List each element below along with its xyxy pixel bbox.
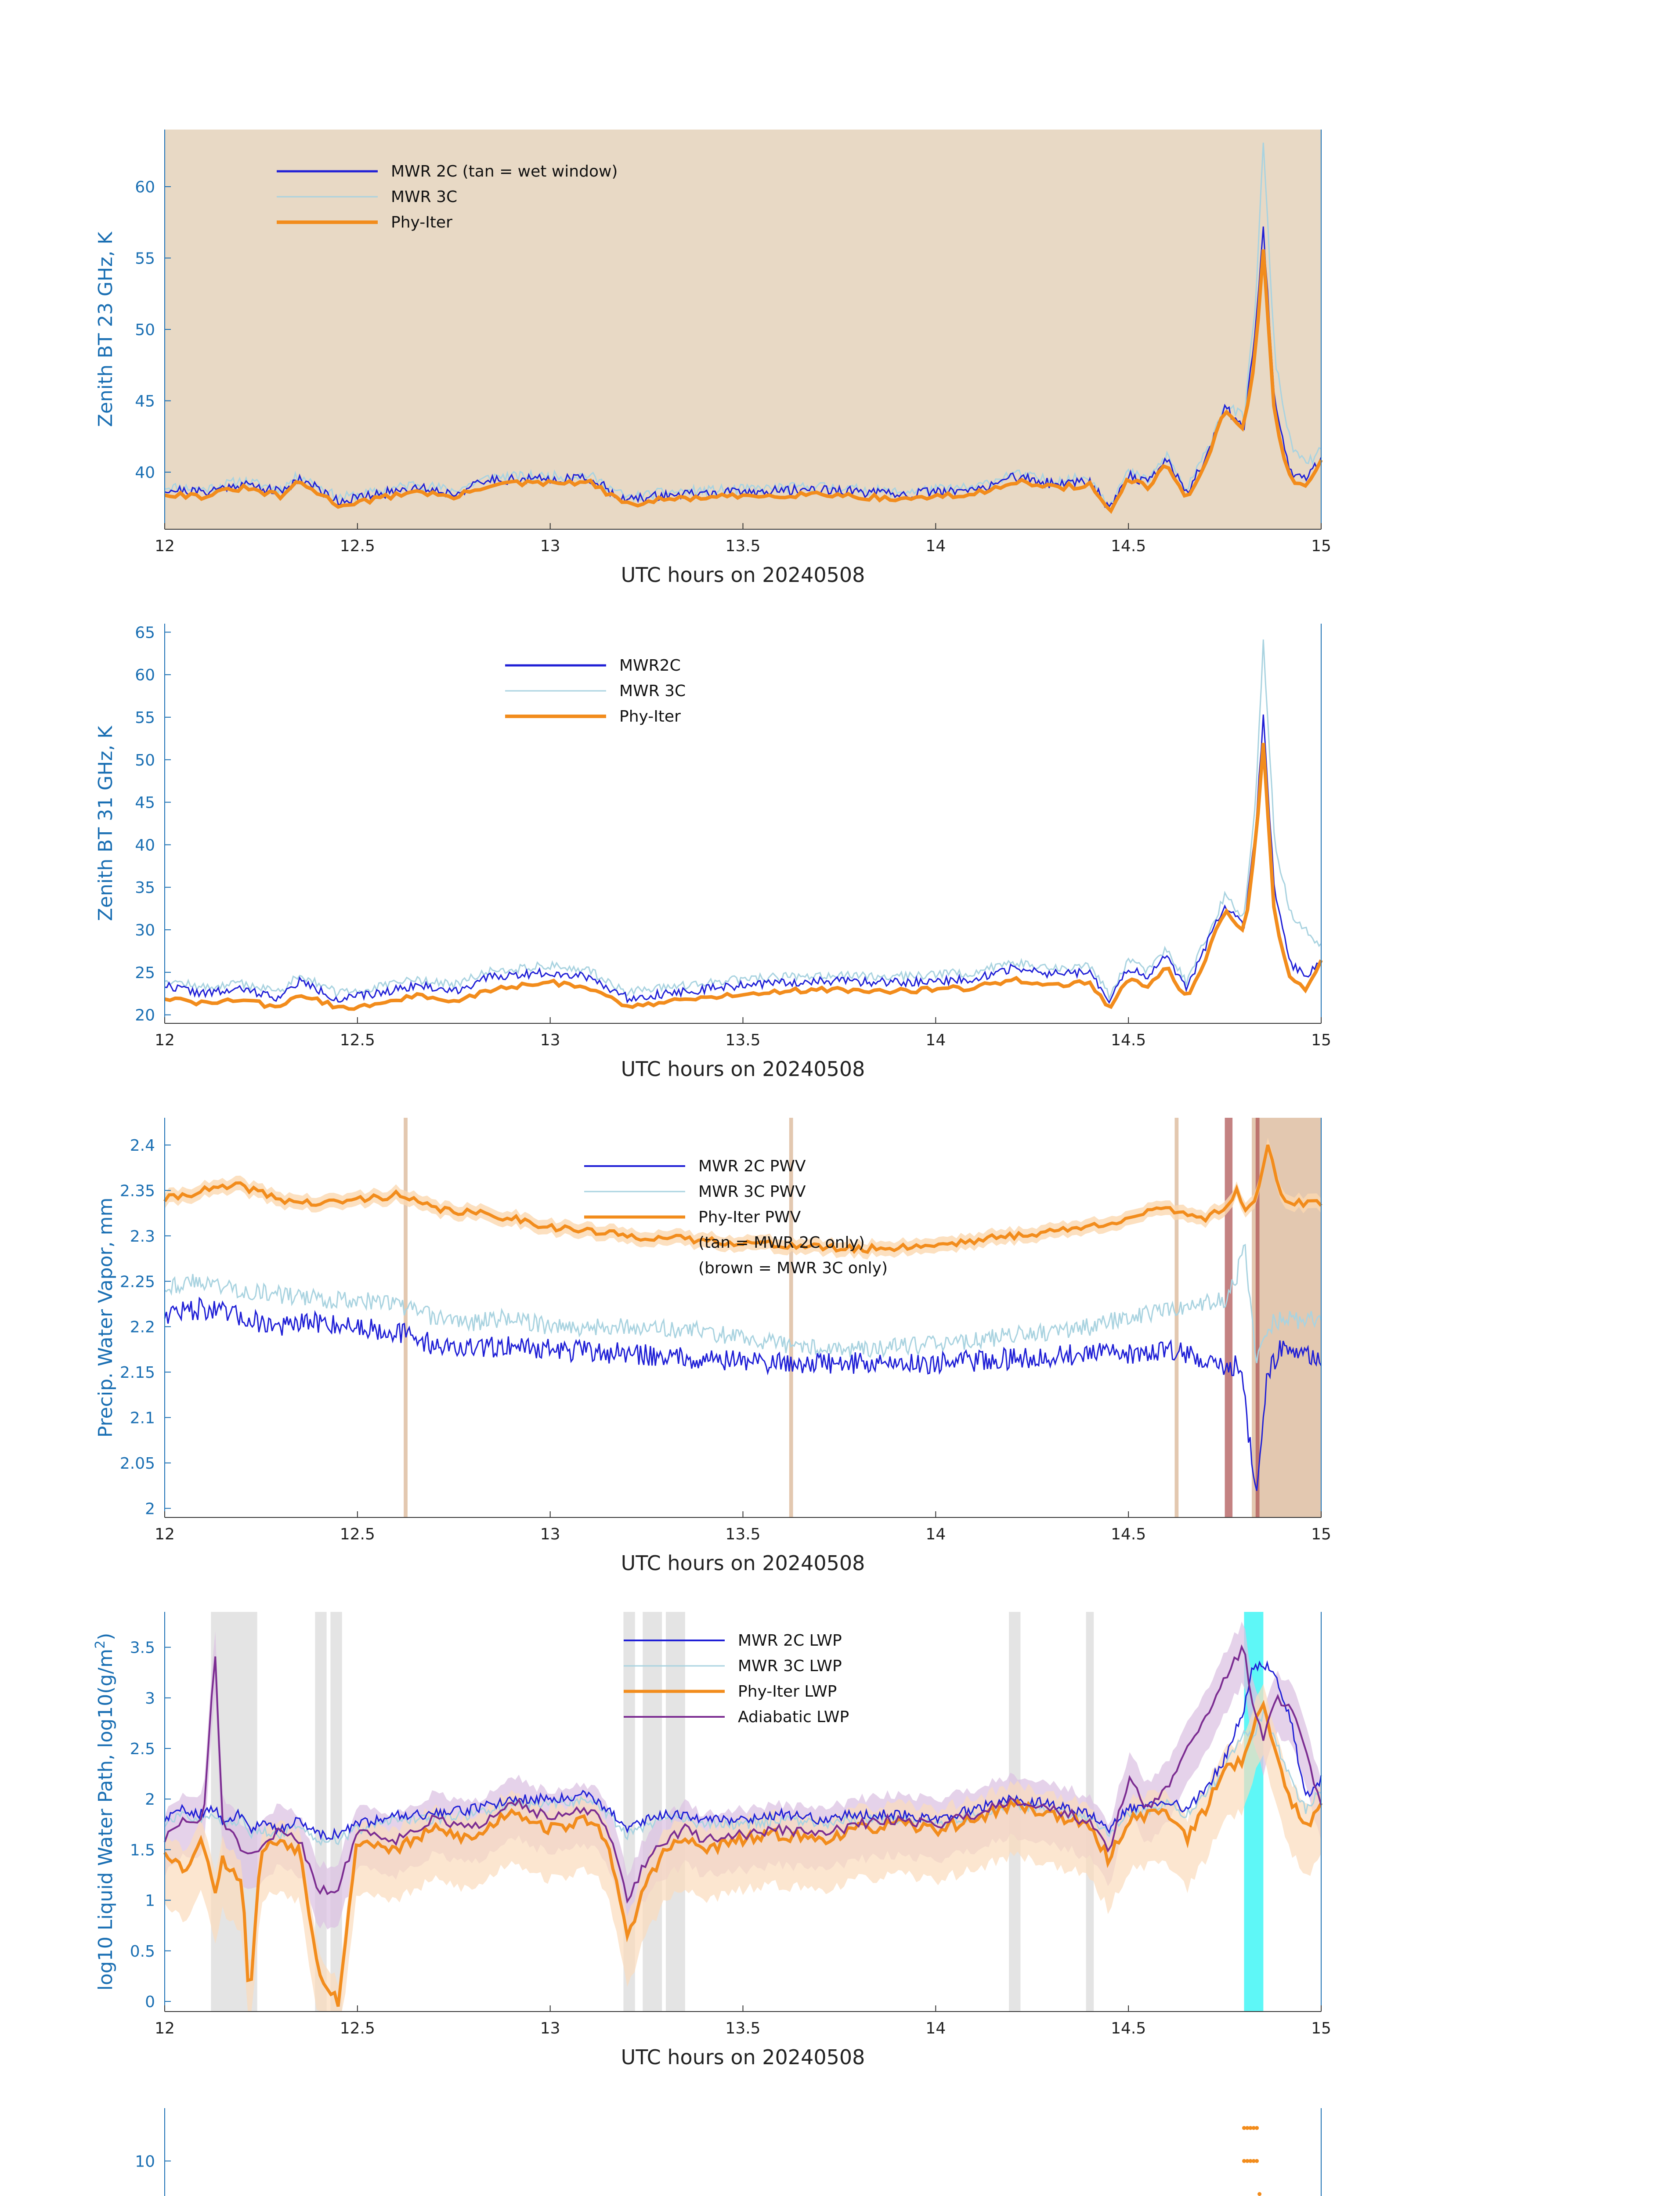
- bt23-xtick-label: 12.5: [340, 537, 375, 555]
- pwv-ytick-label: 2.35: [119, 1182, 155, 1200]
- bt23-ytick-label: 45: [135, 392, 155, 411]
- bt31-xlabel: UTC hours on 20240508: [621, 1057, 865, 1081]
- lwp-xtick-label: 13.5: [725, 2019, 761, 2037]
- bt31-ytick-label: 25: [135, 964, 155, 982]
- dq-flag-point: [1257, 2192, 1261, 2196]
- pwv-ytick-label: 2.25: [119, 1273, 155, 1291]
- bt31-xtick-label: 12: [155, 1031, 175, 1049]
- bt23-ytick-label: 60: [135, 178, 155, 196]
- bt31-ytick-label: 45: [135, 794, 155, 812]
- pwv-ytick-label: 2.05: [119, 1454, 155, 1473]
- pwv-tan-window: [404, 1118, 408, 1517]
- lwp-ytick-label: 0.5: [130, 1942, 155, 1961]
- lwp-ytick-label: 3.5: [130, 1639, 155, 1657]
- lwp-xtick-label: 15: [1311, 2019, 1331, 2037]
- lwp-xtick-label: 14: [925, 2019, 946, 2037]
- bt31-xtick-label: 12.5: [340, 1031, 375, 1049]
- pwv-tan-window: [789, 1118, 793, 1517]
- pwv-legend-entry: (brown = MWR 3C only): [698, 1259, 888, 1277]
- pwv-ytick-label: 2.1: [130, 1409, 155, 1427]
- bt23-xlabel: UTC hours on 20240508: [621, 563, 865, 587]
- bt31-xtick-label: 14: [925, 1031, 946, 1049]
- bt23-ytick-label: 50: [135, 321, 155, 339]
- lwp-legend-entry: MWR 3C LWP: [738, 1657, 842, 1675]
- bt31-ytick-label: 50: [135, 751, 155, 769]
- lwp-ytick-label: 1.5: [130, 1841, 155, 1860]
- pwv-ytick-label: 2.15: [119, 1364, 155, 1382]
- dq-flag-point: [1255, 2159, 1259, 2163]
- bt23-legend-entry: MWR 3C: [391, 188, 458, 206]
- bt31-ytick-label: 30: [135, 921, 155, 940]
- bt23-xtick-label: 14.5: [1111, 537, 1146, 555]
- pwv-xlabel: UTC hours on 20240508: [621, 1551, 865, 1575]
- bt23-xtick-label: 13.5: [725, 537, 761, 555]
- pwv-ylabel: Precip. Water Vapor, mm: [94, 1197, 117, 1438]
- pwv-legend: [584, 1157, 888, 1277]
- bt23-xtick-label: 12: [155, 537, 175, 555]
- pwv-xtick-label: 14: [925, 1525, 946, 1543]
- pwv-tan-window: [1174, 1118, 1178, 1517]
- bt31-legend-entry: MWR 3C: [619, 682, 686, 700]
- pwv-xtick-label: 12.5: [340, 1525, 375, 1543]
- bt31-xtick-label: 15: [1311, 1031, 1331, 1049]
- bt23-legend-entry: Phy-Iter: [391, 213, 452, 231]
- lwp-ytick-label: 2: [145, 1791, 155, 1809]
- lwp-legend-entry: Adiabatic LWP: [738, 1708, 849, 1726]
- lwp-ytick-label: 1: [145, 1892, 155, 1910]
- bt31-ylabel: Zenith BT 31 GHz, K: [94, 726, 117, 921]
- pwv-ytick-label: 2.4: [130, 1137, 155, 1155]
- pwv-legend-entry: MWR 2C PWV: [698, 1157, 806, 1175]
- bt31-ytick-label: 40: [135, 836, 155, 855]
- bt31-ytick-label: 60: [135, 666, 155, 685]
- pwv-legend-entry: Phy-Iter PWV: [698, 1208, 801, 1226]
- bt31-ytick-label: 65: [135, 624, 155, 642]
- bt31-series-mwr2c: [165, 715, 1321, 1003]
- pwv-legend-entry: (tan = MWR 2C only): [698, 1234, 865, 1252]
- bt31-axes: [94, 624, 1331, 1081]
- pwv-brown-window: [1225, 1118, 1233, 1517]
- pwv-xtick-label: 14.5: [1111, 1525, 1146, 1543]
- pwv-ytick-label: 2: [145, 1500, 155, 1518]
- lwp-legend-entry: MWR 2C LWP: [738, 1632, 842, 1650]
- lwp-gray-window: [643, 1612, 662, 2012]
- pwv-legend-entry: MWR 3C PWV: [698, 1183, 806, 1201]
- bt31-legend: [505, 657, 686, 726]
- dq-ytick-label: 10: [135, 2153, 155, 2171]
- lwp-ylabel: log10 Liquid Water Path, $\log 10(g/m^2)$: [92, 1633, 117, 1991]
- lwp-ytick-label: 3: [145, 1689, 155, 1708]
- lwp-ytick-label: 2.5: [130, 1740, 155, 1759]
- bt31-xtick-label: 13.5: [725, 1031, 761, 1049]
- pwv-series-mwr2c: [165, 1298, 1321, 1491]
- bt31-xtick-label: 13: [540, 1031, 560, 1049]
- bt31-xtick-label: 14.5: [1111, 1031, 1146, 1049]
- bt23-xtick-label: 14: [925, 537, 946, 555]
- bt23-xtick-label: 13: [540, 537, 560, 555]
- bt23-xtick-label: 15: [1311, 537, 1331, 555]
- bt23-legend-entry: MWR 2C (tan = wet window): [391, 163, 618, 181]
- pwv-xtick-label: 13: [540, 1525, 560, 1543]
- bt31-legend-entry: MWR2C: [619, 657, 681, 675]
- lwp-ytick-label: 0: [145, 1993, 155, 2011]
- bt31-series-mwr3c: [165, 639, 1321, 999]
- dq-flag-point: [1255, 2126, 1259, 2130]
- pwv-xtick-label: 15: [1311, 1525, 1331, 1543]
- bt23-ylabel: Zenith BT 23 GHz, K: [94, 231, 117, 427]
- bt23-wet-window-background: [165, 130, 1321, 529]
- lwp-xlabel: UTC hours on 20240508: [621, 2045, 865, 2069]
- lwp-xtick-label: 12: [155, 2019, 175, 2037]
- bt31-ytick-label: 55: [135, 708, 155, 727]
- pwv-ytick-label: 2.2: [130, 1318, 155, 1336]
- bt31-ytick-label: 35: [135, 879, 155, 897]
- dq-axes: [94, 2108, 1331, 2196]
- dq-points: [163, 2126, 1321, 2196]
- lwp-xtick-label: 13: [540, 2019, 560, 2037]
- bt23-ytick-label: 55: [135, 249, 155, 268]
- bt31-ytick-label: 20: [135, 1006, 155, 1025]
- bt31-legend-entry: Phy-Iter: [619, 708, 681, 726]
- pwv-xtick-label: 13.5: [725, 1525, 761, 1543]
- pwv-ytick-label: 2.3: [130, 1227, 155, 1246]
- lwp-xtick-label: 12.5: [340, 2019, 375, 2037]
- lwp-legend-entry: Phy-Iter LWP: [738, 1683, 837, 1701]
- pwv-xtick-label: 12: [155, 1525, 175, 1543]
- lwp-xtick-label: 14.5: [1111, 2019, 1146, 2037]
- pwv-brown-window: [1256, 1118, 1260, 1517]
- bt23-ytick-label: 40: [135, 464, 155, 482]
- lwp-gray-window: [330, 1612, 342, 2012]
